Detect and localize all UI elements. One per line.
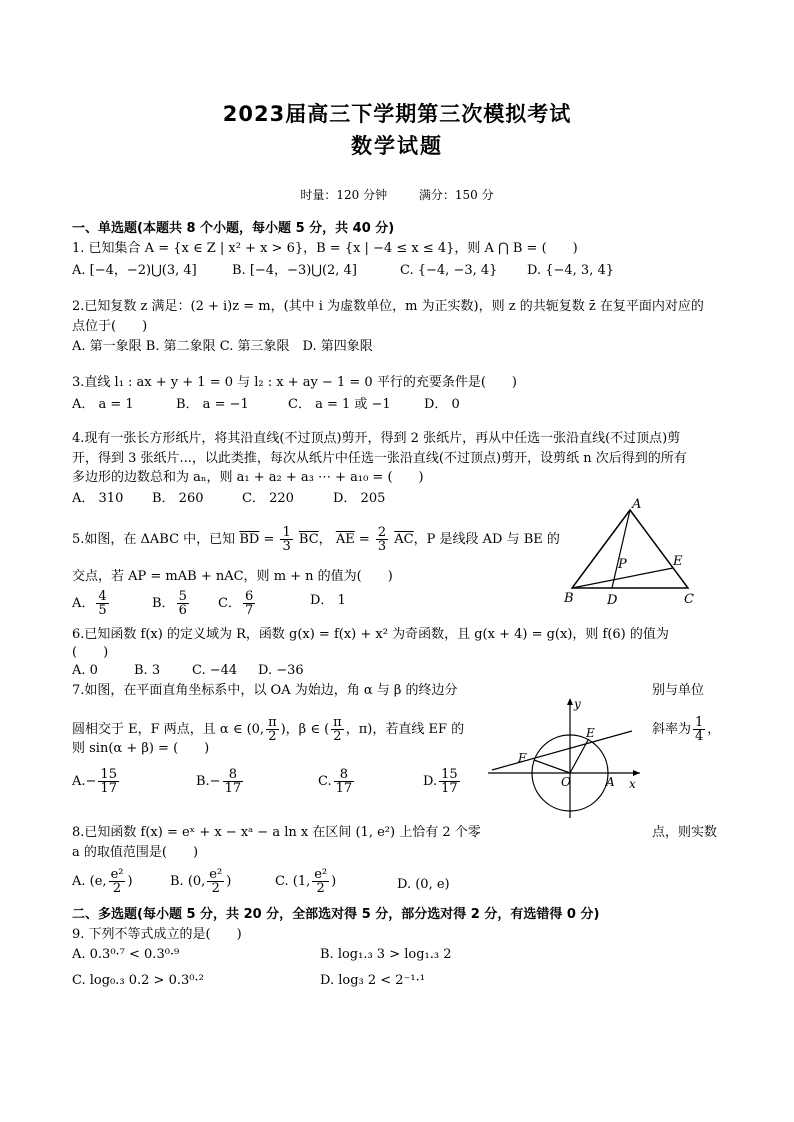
label-p: P xyxy=(618,557,627,572)
q6-option-a: A. 0 xyxy=(72,663,98,678)
q4-option-a: A． 310 xyxy=(72,491,124,506)
y-axis-arrow-icon xyxy=(567,698,573,705)
q9-option-c: C. log₀.₃ 0.2 > 0.3⁰·² xyxy=(72,973,204,988)
section-multiple-choice: 二、多选题(每小题 5 分，共 20 分，全部选对得 5 分，部分选对得 2 分，有选错得 0 分) xyxy=(72,907,600,922)
q3-stem: 3.直线 l₁ : ax + y + 1 = 0 与 l₂ : x + ay − 1 = 0 平行的充要条件是( ) xyxy=(72,375,517,390)
q7-line2-right: 斜率为 $\frac{1}{4}$ ， xyxy=(652,715,721,744)
q5-option-b: B． $\frac{5}{6}$ xyxy=(152,589,187,618)
label-f-point: F xyxy=(518,751,527,765)
q1-option-b: B. [−4，−3)⋃(2, 4] xyxy=(232,263,357,278)
section-single-choice: 一、单选题(本题共 8 个小题，每小题 5 分，共 40 分) xyxy=(72,221,395,236)
label-d: D xyxy=(607,593,618,608)
vector-bd: $\overline{BD}$ xyxy=(239,532,260,547)
q5-line2: 交点，若 AP = mAB + nAC，则 m + n 的值为( ) xyxy=(72,569,393,584)
vector-bc: $\overline{BC}$ xyxy=(298,532,319,547)
q4-line3: 多边形的边数总和为 aₙ，则 a₁ + a₂ + a₃ ⋯ + a₁₀ = ( ) xyxy=(72,470,424,485)
q3-option-a: A． a = 1 xyxy=(72,397,134,412)
q5-option-d: D． 1 xyxy=(310,593,346,608)
vector-ac: $\overline{AC}$ xyxy=(394,532,414,547)
label-c: C xyxy=(684,592,694,607)
q5-option-c: C． $\frac{6}{7}$ xyxy=(218,589,254,618)
label-b: B xyxy=(564,591,574,606)
q4-line2: 开，得到 3 张纸片...，以此类推，每次从纸片中任选一张沿直线(不过顶点)剪开，设剪纸 n 次后得到的所有 xyxy=(72,451,687,466)
label-a-point: A xyxy=(606,775,615,789)
q1-option-c: C. {−4, −3, 4} xyxy=(400,263,498,278)
q5-option-a: A． $\frac{4}{5}$ xyxy=(72,589,107,618)
q8-line1: 8.已知函数 f(x) = eˣ + x − xᵃ − a ln x 在区间 (1, e²) 上恰有 2 个零 xyxy=(72,825,481,840)
q7-line1: 7.如图，在平面直角坐标系中，以 OA 为始边，角 α 与 β 的终边分 xyxy=(72,683,458,698)
q9-option-d: D. log₃ 2 < 2⁻¹·¹ xyxy=(320,973,425,988)
exam-meta xyxy=(0,186,794,203)
q5-frac-b: $\frac{2}{3}$ xyxy=(377,525,387,554)
page-subtitle: 数学试题 xyxy=(351,134,443,158)
q9-option-b: B. log₁.₃ 3 > log₁.₃ 2 xyxy=(320,947,452,962)
q5-frac-a: $\frac{1}{3}$ xyxy=(282,525,291,554)
q7-option-a: A.− $\frac{15}{17}$ xyxy=(72,767,117,796)
q4-option-c: C． 220 xyxy=(242,491,294,506)
label-e-point: E xyxy=(586,726,595,740)
q3-option-c: C． a = 1 或 −1 xyxy=(288,397,391,412)
q5-line1: 5.如图，在 ΔABC 中，已知 $\overline{BD}$ = $\frac{1}{3}$ $\overline{BC}$， $\overline{AE}$ = $\frac{2}{3}$ $\overline{AC}$，P 是线段 AD 与 BE 的 xyxy=(72,525,560,554)
label-o: O xyxy=(561,775,571,789)
q6-option-d: D. −36 xyxy=(258,663,304,678)
q8-option-b: B. (0, $\frac{\text{e²}}{2}$ ) xyxy=(170,867,232,896)
q9-stem: 9. 下列不等式成立的是( ) xyxy=(72,927,242,942)
vector-ae: $\overline{AE}$ xyxy=(335,532,355,547)
q7-line1-right: 别与单位 xyxy=(652,683,705,698)
x-axis-arrow-icon xyxy=(633,770,640,776)
q1-option-d: D. {−4, 3, 4} xyxy=(527,263,615,278)
exam-time: 时量：120 分钟 xyxy=(300,188,388,202)
q3-option-b: B． a = −1 xyxy=(176,397,249,412)
q2-options: A. 第一象限 B. 第二象限 C. 第三象限 D. 第四象限 xyxy=(72,339,373,354)
q8-line2: a 的取值范围是( ) xyxy=(72,845,199,860)
q8-option-d: D. (0, e) xyxy=(397,877,450,892)
label-x: x xyxy=(629,777,636,791)
q7-option-c: C. $\frac{8}{17}$ xyxy=(318,767,353,796)
triangle-figure xyxy=(560,496,710,611)
line-ef xyxy=(492,731,632,770)
q3-option-d: D． 0 xyxy=(424,397,460,412)
label-a: A xyxy=(632,497,642,512)
q6-line1: 6.已知函数 f(x) 的定义域为 R，函数 g(x) = f(x) + x² 为奇函数，且 g(x + 4) = g(x)，则 f(6) 的值为 xyxy=(72,627,669,642)
q7-line3: 则 sin(α + β) = ( ) xyxy=(72,741,210,756)
q4-option-d: D． 205 xyxy=(333,491,386,506)
q4-line1: 4.现有一张长方形纸片，将其沿直线(不过顶点)剪开，得到 2 张纸片，再从中任选一张沿直线(不过顶点)剪 xyxy=(72,431,681,446)
label-y: y xyxy=(574,697,581,711)
q6-line2: ( ) xyxy=(72,645,109,660)
q8-line1-right: 点，则实数 xyxy=(652,825,718,840)
q1-stem: 1. 已知集合 A = {x ∈ Z | x² + x > 6}，B = {x | −4 ≤ x ≤ 4}，则 A ⋂ B = ( ) xyxy=(72,241,578,256)
q2-line2: 点位于( ) xyxy=(72,319,148,334)
label-e: E xyxy=(673,554,683,569)
q7-option-b: B.− $\frac{8}{17}$ xyxy=(196,767,242,796)
ray-oe xyxy=(570,740,588,773)
q8-option-c: C. (1, $\frac{\text{e²}}{2}$ ) xyxy=(275,867,337,896)
q4-option-b: B． 260 xyxy=(152,491,204,506)
page-title: 2023届高三下学期第三次模拟考试 xyxy=(222,102,572,126)
q2-line1: 2.已知复数 z 满足：(2 + i)z = m，(其中 i 为虚数单位，m 为正实数)，则 z 的共轭复数 z̄ 在复平面内对应的 xyxy=(72,299,704,314)
unit-circle-figure xyxy=(486,696,646,820)
q9-option-a: A. 0.3⁰·⁷ < 0.3⁰·⁹ xyxy=(72,947,180,962)
q6-option-c: C. −44 xyxy=(192,663,238,678)
q6-option-b: B. 3 xyxy=(134,663,161,678)
q7-option-d: D. $\frac{15}{17}$ xyxy=(423,767,458,796)
q7-line2: 圆相交于 E，F 两点，且 α ∈ (0, $\frac{\pi}{2}$ )，β ∈ ( $\frac{\pi}{2}$ ，π)，若直线 EF 的 xyxy=(72,715,465,744)
exam-score: 满分：150 分 xyxy=(418,188,494,202)
ray-of xyxy=(534,760,570,773)
q1-option-a: A. [−4，−2)⋃(3, 4] xyxy=(72,263,197,278)
q8-option-a: A. (e, $\frac{\text{e²}}{2}$ ) xyxy=(72,867,133,896)
